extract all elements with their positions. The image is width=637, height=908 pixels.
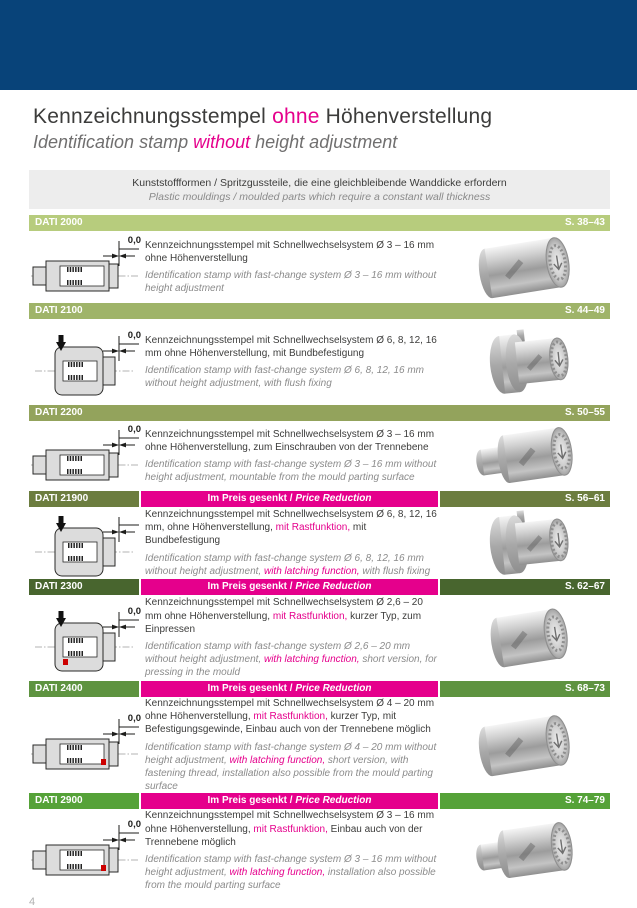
reduction-label-en: Price Reduction (295, 581, 372, 592)
cross-section-drawing-icon (31, 236, 141, 300)
product-photo-area (447, 327, 610, 397)
product-code: DATI 2000 (35, 217, 83, 228)
desc-en-pre: Identification stamp with fast-change system Ø 3 – 16 mm without height adjustment, (145, 853, 437, 879)
product-code: DATI 21900 (35, 493, 89, 504)
product-list (29, 215, 610, 892)
product-description (145, 239, 447, 296)
product-photo-icon (454, 603, 604, 673)
technical-drawing (29, 510, 145, 576)
page-reference: S. 68–73 (564, 683, 605, 694)
reduction-label-de: Im Preis gesenkt / (207, 493, 296, 504)
desc-en-highlight: with latching function, (229, 754, 326, 766)
technical-drawing (29, 423, 145, 489)
product-photo-icon (454, 232, 604, 302)
product-row (29, 405, 610, 491)
page-reference: S. 56–61 (564, 493, 605, 504)
header-banner (0, 0, 637, 90)
description-de (145, 697, 441, 737)
product-photo-area (447, 603, 610, 673)
page-subtitle (33, 132, 637, 153)
dimension-label: 0,0 (127, 818, 141, 830)
subtitle-en-highlight: without (193, 132, 251, 152)
desc-de-highlight: mit Rastfunktion, (253, 823, 328, 835)
dimension-label: 0,0 (127, 330, 141, 341)
product-header-bar (29, 215, 610, 231)
description-en (145, 269, 441, 295)
desc-en-post: installation also possible from the mould parting surface (145, 867, 436, 892)
desc-en-pre: Identification stamp with fast-change system Ø 4 – 20 mm without height adjustment, (145, 741, 437, 766)
product-row (29, 215, 610, 303)
desc-de-pre: Kennzeichnungsstempel mit Schnellwechselsystem Ø 3 – 16 mm ohne Höhenverstellung, zum Einschrauben von der Trennebene (145, 428, 435, 453)
product-header-bar (29, 405, 610, 421)
title-de-post: Höhenverstellung (319, 105, 493, 128)
desc-de-highlight: mit Rastfunktion, (272, 610, 348, 622)
product-content (29, 421, 610, 491)
product-content (29, 319, 610, 405)
price-reduction-band (139, 491, 440, 507)
product-photo-area (447, 508, 610, 578)
product-content (29, 231, 610, 303)
reduction-label-de: Im Preis gesenkt / (207, 795, 296, 807)
product-code: DATI 2900 (35, 795, 83, 807)
technical-drawing (29, 234, 145, 300)
product-header-bar (29, 579, 610, 595)
product-row (29, 579, 610, 681)
description-de (145, 428, 441, 454)
dimension-label: 0,0 (127, 713, 141, 725)
description-en (145, 853, 441, 893)
reduction-label-en: Price Reduction (295, 683, 372, 694)
description-de (145, 809, 441, 849)
product-description (145, 508, 447, 578)
product-code: DATI 2400 (35, 683, 83, 694)
product-header-bar (29, 303, 610, 319)
page-title (33, 105, 637, 129)
product-header-bar (29, 681, 610, 697)
desc-de-pre: Kennzeichnungsstempel mit Schnellwechselsystem Ø 3 – 16 mm ohne Höhenverstellung (145, 239, 435, 264)
price-reduction-band (139, 579, 440, 595)
desc-de-pre: Kennzeichnungsstempel mit Schnellwechselsystem Ø 6, 8, 12, 16 mm, ohne Höhenverstellung, (145, 509, 437, 534)
technical-drawing (29, 329, 145, 395)
desc-de-post: mit Bundbefestigung (145, 522, 367, 547)
desc-de-post: kurzer Typ, zum Einpressen (145, 610, 422, 635)
reduction-label-de: Im Preis gesenkt / (207, 581, 296, 592)
reduction-label-en: Price Reduction (295, 493, 372, 504)
description-de (145, 334, 441, 360)
product-content (29, 697, 610, 793)
desc-en-pre: Identification stamp with fast-change system Ø 2,6 – 20 mm without height adjustment, (145, 641, 411, 666)
subtitle-en-post: height adjustment (250, 132, 398, 152)
cross-section-drawing-icon (31, 607, 141, 671)
product-row (29, 491, 610, 579)
desc-en-highlight: with latching function, (263, 565, 360, 577)
dimension-label: 0,0 (127, 235, 141, 246)
product-code: DATI 2300 (35, 581, 83, 592)
technical-drawing (29, 818, 145, 884)
desc-de-pre: Kennzeichnungsstempel mit Schnellwechselsystem Ø 3 – 16 mm ohne Höhenverstellung, (145, 810, 435, 835)
subtitle-en-pre: Identification stamp (33, 132, 194, 152)
product-description (145, 697, 447, 793)
page-number: 4 (29, 896, 36, 908)
latching-detail-marker (101, 759, 106, 765)
product-code: DATI 2200 (35, 407, 83, 418)
desc-en-post: short version, for pressing in the mould (145, 654, 437, 679)
product-photo-area (447, 421, 610, 491)
reduction-label-en: Price Reduction (295, 795, 372, 807)
desc-en-highlight: with latching function, (229, 867, 326, 879)
desc-en-highlight: with latching function, (263, 654, 360, 666)
desc-en-pre: Identification stamp with fast-change system Ø 3 – 16 mm without height adjustment (145, 270, 437, 295)
reduction-label-de: Im Preis gesenkt / (207, 683, 296, 694)
product-row (29, 793, 610, 892)
cross-section-drawing-icon (31, 331, 141, 395)
desc-de-post: Einbau auch von der Trennebene möglich (145, 823, 423, 848)
description-en (145, 364, 441, 390)
cross-section-drawing-icon (31, 820, 141, 884)
product-row (29, 681, 610, 793)
product-code: DATI 2100 (35, 305, 83, 316)
product-photo-icon (454, 710, 604, 780)
desc-de-pre: Kennzeichnungsstempel mit Schnellwechselsystem Ø 4 – 20 mm ohne Höhenverstellung, (145, 698, 435, 723)
title-de-highlight: ohne (272, 105, 320, 128)
page-reference: S. 50–55 (564, 407, 605, 418)
page-reference: S. 62–67 (564, 581, 605, 592)
description-en (145, 552, 441, 578)
desc-de-highlight: mit Rastfunktion, (253, 711, 328, 723)
product-photo-icon (454, 508, 604, 578)
product-content (29, 809, 610, 892)
latching-detail-marker (63, 659, 68, 665)
info-text-en: Plastic mouldings / moulded parts which require a constant wall thickness (148, 191, 491, 203)
desc-de-highlight: mit Rastfunktion, (275, 522, 351, 534)
desc-de-post: kurzer Typ, mit Befestigungsgewinde, Einbau auch von der Trennebene möglich (145, 711, 431, 736)
info-box (29, 170, 610, 209)
desc-en-pre: Identification stamp with fast-change system Ø 6, 8, 12, 16 mm without height adjustment, with flush fixing (145, 365, 425, 390)
cross-section-drawing-icon (31, 714, 141, 778)
description-de (145, 239, 441, 265)
title-block (33, 105, 637, 153)
description-en (145, 741, 441, 794)
product-content (29, 595, 610, 681)
product-content (29, 507, 610, 579)
dimension-label: 0,0 (127, 424, 141, 435)
price-reduction-band (139, 793, 440, 809)
product-header-bar (29, 793, 610, 809)
cross-section-drawing-icon (31, 512, 141, 576)
desc-de-pre: Kennzeichnungsstempel mit Schnellwechselsystem Ø 2,6 – 20 mm ohne Höhenverstellung, (145, 597, 423, 622)
product-photo-icon (454, 421, 604, 491)
product-description (145, 334, 447, 391)
product-photo-area (447, 710, 610, 780)
description-en (145, 458, 441, 484)
product-row (29, 303, 610, 405)
page-reference: S. 74–79 (564, 795, 605, 807)
page-reference: S. 44–49 (564, 305, 605, 316)
desc-en-post: with flush fixing (359, 565, 431, 577)
product-photo-icon (454, 816, 604, 886)
product-photo-area (447, 816, 610, 886)
price-reduction-band (139, 681, 440, 697)
cross-section-drawing-icon (31, 425, 141, 489)
product-photo-icon (454, 327, 604, 397)
latching-detail-marker (101, 865, 106, 871)
product-description (145, 428, 447, 485)
info-text-de: Kunststoffformen / Spritzgussteile, die eine gleichbleibende Wanddicke erfordern (132, 177, 507, 189)
technical-drawing (29, 605, 145, 671)
product-description (145, 809, 447, 892)
description-de (145, 596, 441, 636)
description-en (145, 640, 441, 680)
description-de (145, 508, 441, 548)
title-de-pre: Kennzeichnungsstempel (33, 105, 273, 128)
product-header-bar (29, 491, 610, 507)
desc-de-pre: Kennzeichnungsstempel mit Schnellwechselsystem Ø 6, 8, 12, 16 mm ohne Höhenverstellung, mit Bundbefestigung (145, 334, 437, 359)
dimension-label: 0,0 (127, 606, 141, 617)
desc-en-pre: Identification stamp with fast-change system Ø 6, 8, 12, 16 mm without height adjustment, (145, 552, 425, 577)
product-description (145, 596, 447, 679)
page-reference: S. 38–43 (564, 217, 605, 228)
product-photo-area (447, 232, 610, 302)
desc-en-pre: Identification stamp with fast-change system Ø 3 – 16 mm without height adjustment, mountable from the mould parting surface (145, 459, 437, 484)
technical-drawing (29, 712, 145, 778)
desc-en-post: short version, with fastening thread, installation also possible from the mould parting surface (145, 754, 433, 793)
